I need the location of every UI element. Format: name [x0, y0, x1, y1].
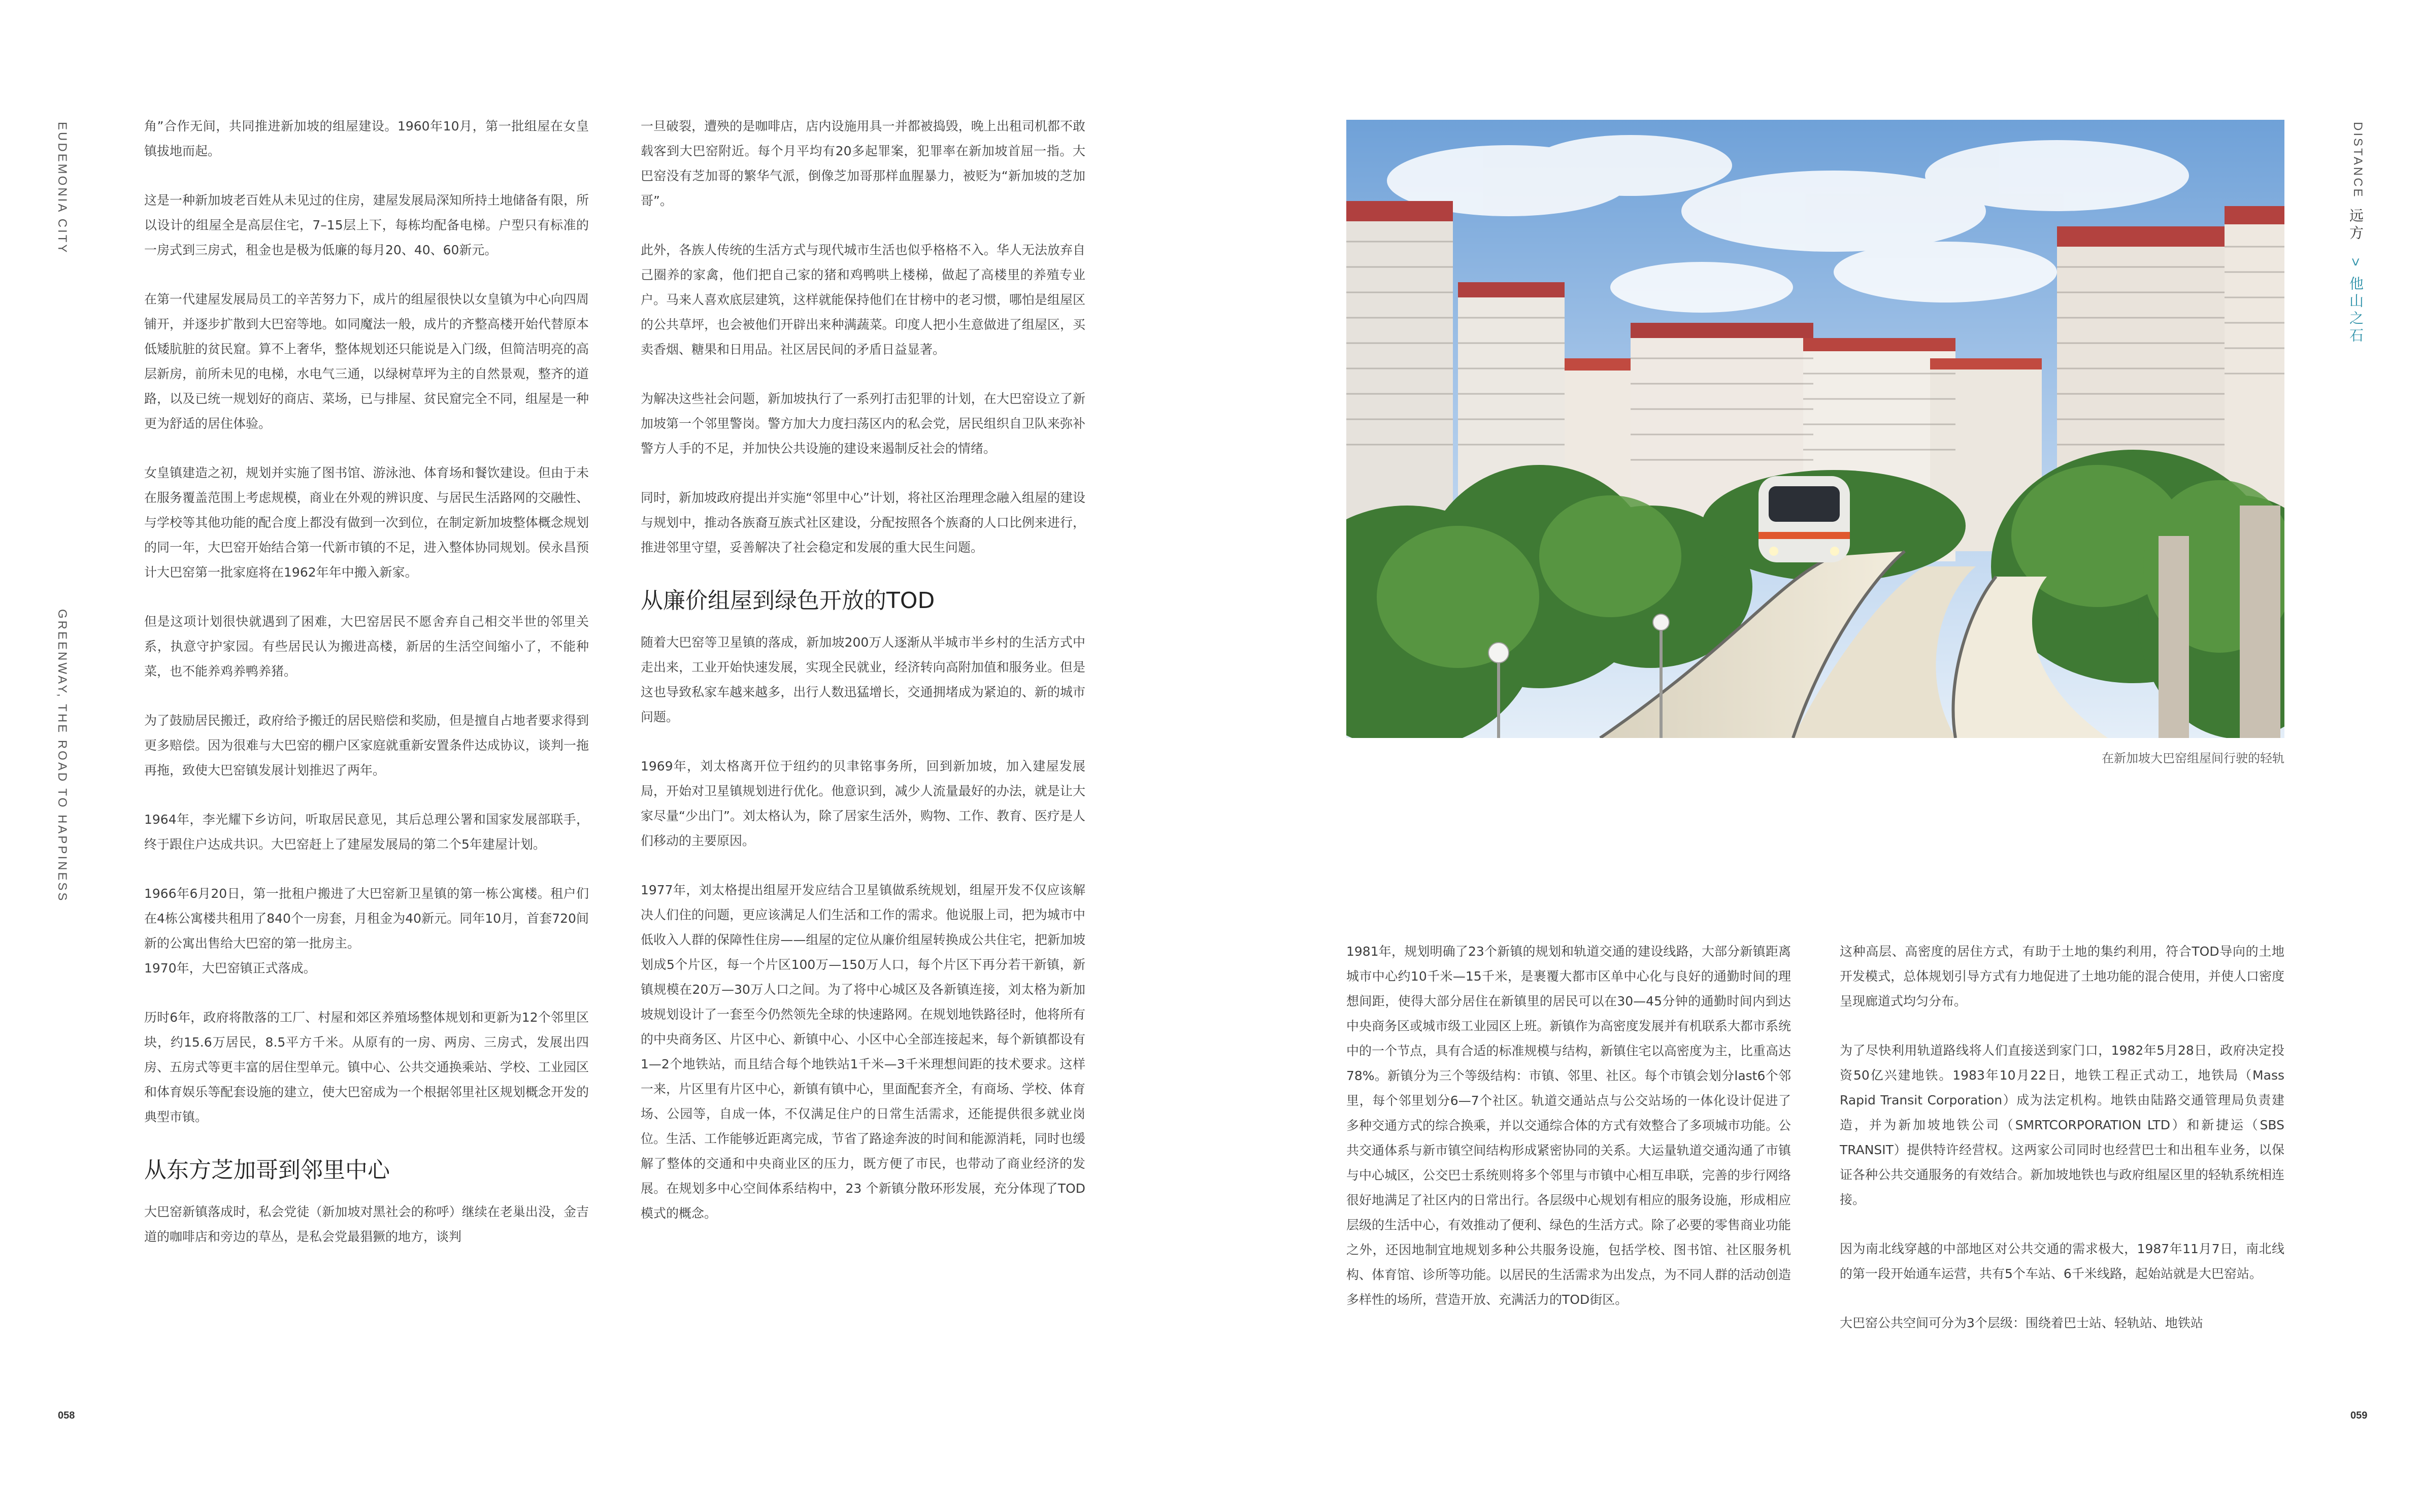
paragraph: 此外，各族人传统的生活方式与现代城市生活也似乎格格不入。华人无法放弃自己圈养的家禽，他们把自己家的猪和鸡鸭哄上楼梯，做起了高楼里的养殖专业户。马来人喜欢底层建筑，这样就能保持他们在甘榜中的老习惯，哪怕是组屋区的公共草坪，也会被他们开辟出来种满蔬菜。印度人把小生意做进了组屋区，买卖香烟、糖果和日用品。社区居民间的矛盾日益显著。: [641, 243, 1085, 357]
section-heading: 从东方芝加哥到邻里中心: [144, 1157, 390, 1183]
paragraph: 历时6年，政府将散落的工厂、村屋和郊区养殖场整体规划和更新为12个邻里区块，约15.6万居民，8.5平方千米。从原有的一房、两房、三房式，发展出四房、五房式等更丰富的居住型单元。镇中心、公共交通换乘站、学校、工业园区和体育娱乐等配套设施的建立，使大巴窑成为一个根据邻里社区规划概念开发的典型市镇。: [144, 1010, 589, 1124]
light-rail-photo: [1346, 120, 2284, 738]
paragraph: 因为南北线穿越的中部地区对公共交通的需求极大，1987年11月7日，南北线的第一段开始通车运营，共有5个车站、6千米线路，起始站就是大巴窑站。: [1840, 1241, 2284, 1281]
page-number-right: 059: [2350, 1410, 2368, 1421]
paragraph: 这种高层、高密度的居住方式，有助于土地的集约利用，符合TOD导向的土地开发模式，总体规划引导方式有力地促进了土地功能的混合使用，并使人口密度呈现廊道式均匀分布。: [1840, 944, 2284, 1009]
paragraph: 为解决这些社会问题，新加坡执行了一系列打击犯罪的计划，在大巴窑设立了新加坡第一个邻里警岗。警方加大力度扫荡区内的私会党，居民组织自卫队来弥补警方人手的不足，并加快公共设施的建设来遏制反社会的情绪。: [641, 391, 1085, 456]
paragraph: 这是一种新加坡老百姓从未见过的住房，建屋发展局深知所持土地储备有限，所以设计的组屋全是高层住宅，7–15层上下，每栋均配备电梯。户型只有标准的一房式到三房式，租金也是极为低廉的每月20、40、60新元。: [144, 193, 589, 257]
section-label: [2345, 208, 2366, 345]
paragraph: 大巴窑公共空间可分为3个层级：围绕着巴士站、轻轨站、地铁站: [1840, 1316, 2203, 1330]
paragraph: 1981年，规划明确了23个新镇的规划和轨道交通的建设线路，大部分新镇距离城市中心约10千米—15千米，是裹覆大都市区单中心化与良好的通勤时间的理想间距，使得大部分居住在新镇里的居民可以在30—45分钟的通勤时间内到达中央商务区或城市级工业园区上班。新镇作为高密度发展并有机联系大都市系统中的一个节点，具有合适的标准规模与结构，新镇住宅以高密度为主，比重高达78%。新镇分为三个等级结构：市镇、邻里、社区。每个市镇会划分last6个邻里，每个邻里划分6—7个社区。轨道交通站点与公交站场的一体化设计促进了多种交通方式的综合换乘，并以交通综合体的方式有效整合了多项城市功能。公共交通体系与新市镇空间结构形成紧密协同的关系。大运量轨道交通沟通了市镇与中心城区，公交巴士系统则将多个邻里与市镇中心相互串联，完善的步行网络很好地满足了社区内的日常出行。各层级中心规划有相应的服务设施，形成相应层级的生活中心，有效推动了便利、绿色的生活方式。除了必要的零售商业功能之外，还因地制宜地规划多种公共服务设施，包括学校、图书馆、社区服务机构、体育馆、诊所等功能。以居民的生活需求为出发点，为不同人群的活动创造多样性的场所，营造开放、充满活力的TOD街区。: [1346, 944, 1791, 1307]
running-head-left-top: EUDEMONIA CITY: [55, 122, 69, 255]
paragraph: 1977年，刘太格提出组屋开发应结合卫星镇做系统规划，组屋开发不仅应该解决人们住的问题，更应该满足人们生活和工作的需求。他说服上司，把为城市中低收入人群的保障性住房——组屋的定位从廉价组屋转换成公共住宅，把新加坡划成5个片区，每一个片区100万—150万人口，每个片区下再分若干新镇，新镇规模在20万—30万人口之间。为了将中心城区及各新镇连接，刘太格为新加坡规划设计了一套至今仍然领先全球的快速路网。在规划地铁路径时，他将所有的中央商务区、片区中心、新镇中心、小区中心全部连接起来，每个新镇都设有1—2个地铁站，而且结合每个地铁站1千米—3千米理想间距的技术要求。这样一来，片区里有片区中心，新镇有镇中心，里面配套齐全，有商场、学校、体育场、公园等，自成一体，不仅满足住户的日常生活需求，还能提供很多就业岗位。生活、工作能够近距离完成，节省了路途奔波的时间和能源消耗，同时也缓解了整体的交通和中央商业区的压力，既方便了市民，也带动了商业经济的发展。在规划多中心空间体系结构中，23 个新镇分散环形发展，充分体现了TOD 模式的概念。: [641, 883, 1085, 1221]
paragraph: 大巴窑新镇落成时，私会党徒（新加坡对黑社会的称呼）继续在老巢出没，金吉道的咖啡店和旁边的草丛，是私会党最猖獗的地方，谈判: [144, 1204, 589, 1244]
text-column-1: [144, 114, 589, 1249]
paragraph: 1969年，刘太格离开位于纽约的贝聿铭事务所，回到新加坡，加入建屋发展局，开始对卫星镇规划进行优化。他意识到，减少人流量最好的办法，就是让大家尽量“少出门”。刘太格认为，除了居家生活外，购物、工作、教育、医疗是人们移动的主要原因。: [641, 759, 1085, 848]
paragraph: 为了尽快利用轨道路线将人们直接送到家门口，1982年5月28日，政府决定投资50亿兴建地铁。1983年10月22日，地铁工程正式动工，地铁局（Mass Rapid Transit Corporation）成为法定机构。地铁由陆路交通管理局负责建造，并为新加坡地铁公司（SMRTCORPORATION LTD）和新捷运（SBS TRANSIT）提供特许经营权。这两家公司同时也经营巴士和出租车业务，以保证各种公共交通服务的有效结合。新加坡地铁也与政府组屋区里的轻轨系统相连接。: [1840, 1043, 2284, 1207]
paragraph: 角”合作无间，共同推进新加坡的组屋建设。1960年10月，第一批组屋在女皇镇拔地而起。: [144, 119, 589, 158]
paragraph-line: 1970年，大巴窑镇正式落成。: [144, 961, 316, 976]
paragraph: 但是这项计划很快就遇到了困难，大巴窑居民不愿舍弃自己相交半世的邻里关系，执意守护家园。有些居民认为搬进高楼，新居的生活空间缩小了，不能种菜，也不能养鸡养鸭养猪。: [144, 614, 589, 679]
paragraph: 女皇镇建造之初，规划并实施了图书馆、游泳池、体育场和餐饮建设。但由于未在服务覆盖范围上考虑规模，商业在外观的辨识度、与居民生活路网的交融性、与学校等其他功能的配合度上都没有做到一次到位，在制定新加坡整体概念规划的同一年，大巴窑开始结合第一代新市镇的不足，进入整体协同规划。侯永昌预计大巴窑第一批家庭将在1962年年中搬入新家。: [144, 465, 589, 580]
section-title: 远方: [2348, 208, 2364, 243]
paragraph: 在第一代建屋发展局员工的辛苦努力下，成片的组屋很快以女皇镇为中心向四周铺开，并逐步扩散到大巴窑等地。如同魔法一般，成片的齐整高楼开始代替原本低矮肮脏的贫民窟。算不上奢华，整体规划还只能说是入门级，但简洁明亮的高层新房，前所未见的电梯，水电气三通，以绿树草坪为主的自然景观，整齐的道路，以及已统一规划好的商店、菜场，已与排屋、贫民窟完全不同，组屋是一种更为舒适的居住体验。: [144, 292, 589, 431]
paragraph: 一旦破裂，遭殃的是咖啡店，店内设施用具一并都被捣毁，晚上出租司机都不敢载客到大巴窑附近。每个月平均有20多起罪案，犯罪率在新加坡首屈一指。大巴窑没有芝加哥的繁华气派，倒像芝加哥那样血腥暴力，被贬为“新加坡的芝加哥”。: [641, 119, 1085, 208]
paragraph: 为了鼓励居民搬迁，政府给予搬迁的居民赔偿和奖励，但是擅自占地者要求得到更多赔偿。因为很难与大巴窑的棚户区家庭就重新安置条件达成协议，谈判一拖再拖，致使大巴窑镇发展计划推迟了两年。: [144, 713, 589, 778]
paragraph: 1964年，李光耀下乡访问，听取居民意见，其后总理公署和国家发展部联手，终于跟住户达成共识。大巴窑赶上了建屋发展局的第二个5年建屋计划。: [144, 812, 589, 852]
running-head-right-top: DISTANCE: [2351, 122, 2365, 199]
page-number-left: 058: [58, 1410, 75, 1421]
chevron-right-icon: >: [2348, 257, 2364, 270]
section-heading: 从廉价组屋到绿色开放的TOD: [641, 588, 935, 614]
photo-caption: 在新加坡大巴窑组屋间行驶的轻轨: [2102, 751, 2284, 765]
running-head-left-bottom: GREENWAY, THE ROAD TO HAPPINESS: [55, 609, 69, 903]
paragraph-line: 1966年6月20日，第一批租户搬进了大巴窑新卫星镇的第一栋公寓楼。租户们在4栋公寓楼共租用了840个一房套，月租金为40新元。同年10月，首套720间新的公寓出售给大巴窑的第一批房主。: [144, 886, 589, 951]
text-column-3: [1346, 939, 1791, 1312]
paragraph: 随着大巴窑等卫星镇的落成，新加坡200万人逐渐从半城市半乡村的生活方式中走出来，工业开始快速发展，实现全民就业，经济转向高附加值和服务业。但是这也导致私家车越来越多，出行人数迅猛增长，交通拥堵成为紧迫的、新的城市问题。: [641, 635, 1085, 724]
text-column-2: [641, 114, 1085, 1226]
paragraph: [144, 881, 589, 981]
text-column-4: [1840, 939, 2284, 1335]
paragraph: 同时，新加坡政府提出并实施“邻里中心”计划，将社区治理理念融入组屋的建设与规划中，推动各族裔互族式社区建设，分配按照各个族裔的人口比例来进行，推进邻里守望，妥善解决了社会稳定和发展的重大民生问题。: [641, 490, 1085, 555]
subsection-title: 他山之石: [2348, 276, 2364, 345]
